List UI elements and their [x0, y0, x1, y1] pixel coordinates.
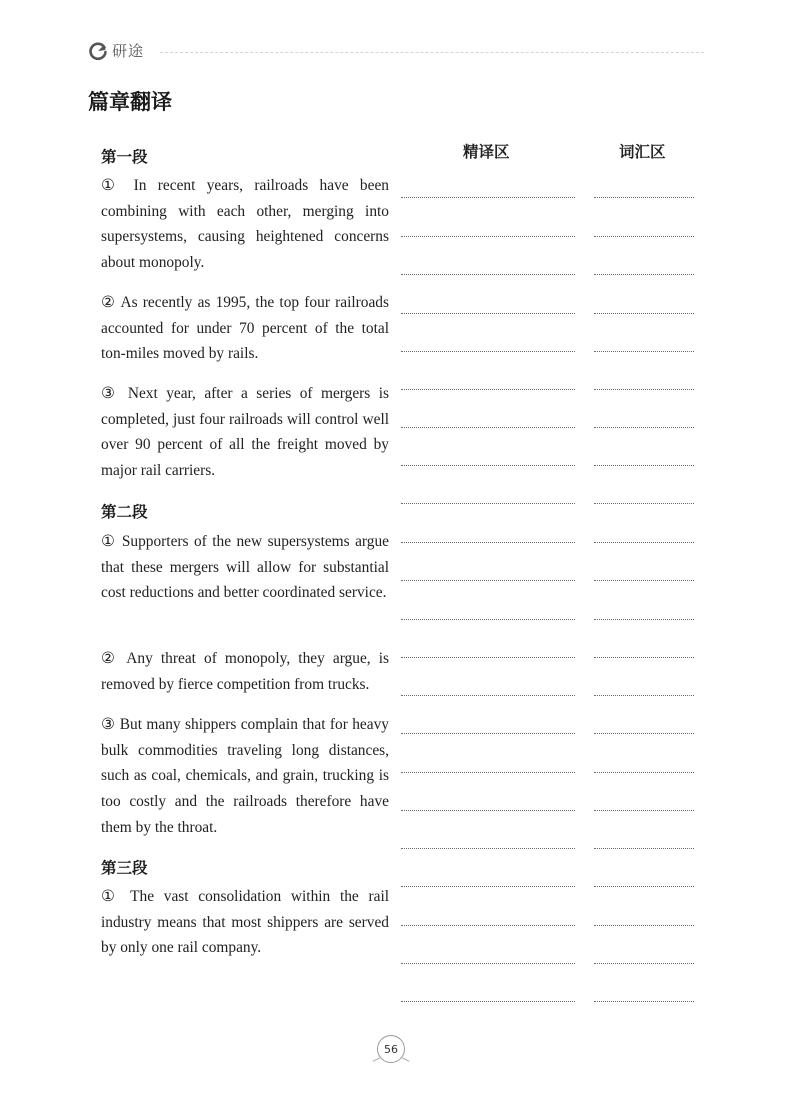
source-paragraph: ② As recently as 1995, the top four railroads accounted for under 70 percent of the total ton-miles moved by rails.	[101, 294, 389, 363]
translation-writing-line[interactable]	[401, 197, 575, 198]
vocabulary-writing-line[interactable]	[594, 772, 694, 773]
vocabulary-writing-line[interactable]	[594, 465, 694, 466]
vocabulary-writing-line[interactable]	[594, 657, 694, 658]
vocabulary-writing-line[interactable]	[594, 963, 694, 964]
translation-writing-line[interactable]	[401, 542, 575, 543]
translation-column-header: 精译区	[463, 143, 510, 161]
translation-writing-line[interactable]	[401, 886, 575, 887]
vocabulary-writing-line[interactable]	[594, 810, 694, 811]
translation-writing-line[interactable]	[401, 657, 575, 658]
vocabulary-writing-line[interactable]	[594, 619, 694, 620]
laurel-right-icon	[401, 1057, 410, 1064]
source-paragraph: ① The vast consolidation within the rail industry means that most shippers are served by only one rail company.	[101, 888, 389, 957]
translation-writing-line[interactable]	[401, 925, 575, 926]
vocabulary-writing-line[interactable]	[594, 313, 694, 314]
vocabulary-writing-line[interactable]	[594, 351, 694, 352]
vocabulary-writing-line[interactable]	[594, 274, 694, 275]
translation-writing-line[interactable]	[401, 313, 575, 314]
translation-writing-line[interactable]	[401, 695, 575, 696]
vocabulary-writing-line[interactable]	[594, 427, 694, 428]
vocabulary-writing-line[interactable]	[594, 1001, 694, 1002]
translation-writing-line[interactable]	[401, 810, 575, 811]
page-number: 56	[384, 1042, 398, 1056]
translation-writing-line[interactable]	[401, 963, 575, 964]
translation-writing-line[interactable]	[401, 427, 575, 428]
translation-writing-line[interactable]	[401, 274, 575, 275]
vocabulary-writing-line[interactable]	[594, 733, 694, 734]
section-heading: 第一段	[101, 148, 148, 166]
translation-writing-line[interactable]	[401, 1001, 575, 1002]
vocabulary-writing-line[interactable]	[594, 542, 694, 543]
vocabulary-writing-line[interactable]	[594, 389, 694, 390]
vocabulary-writing-line[interactable]	[594, 848, 694, 849]
vocabulary-writing-line[interactable]	[594, 580, 694, 581]
section-heading: 第二段	[101, 503, 148, 521]
header-divider	[160, 52, 704, 53]
translation-writing-line[interactable]	[401, 503, 575, 504]
vocabulary-writing-line[interactable]	[594, 925, 694, 926]
vocabulary-column-header: 词汇区	[619, 143, 666, 161]
translation-writing-line[interactable]	[401, 733, 575, 734]
translation-writing-line[interactable]	[401, 772, 575, 773]
translation-writing-line[interactable]	[401, 465, 575, 466]
brand-logo-icon	[88, 41, 108, 61]
translation-writing-line[interactable]	[401, 619, 575, 620]
vocabulary-writing-line[interactable]	[594, 503, 694, 504]
translation-writing-line[interactable]	[401, 848, 575, 849]
vocabulary-writing-line[interactable]	[594, 197, 694, 198]
vocabulary-writing-line[interactable]	[594, 886, 694, 887]
vocabulary-writing-line[interactable]	[594, 236, 694, 237]
source-paragraph: ② Any threat of monopoly, they argue, is removed by fierce competition from trucks.	[101, 650, 389, 693]
source-paragraph: ① In recent years, railroads have been combining with each other, merging into supersystems, causing heightened concerns about monopoly.	[101, 177, 389, 272]
translation-writing-line[interactable]	[401, 389, 575, 390]
vocabulary-writing-line[interactable]	[594, 695, 694, 696]
source-paragraph: ① Supporters of the new supersystems argue that these mergers will allow for substantial cost reductions and better coordinated service.	[101, 533, 389, 602]
page-header	[88, 40, 704, 64]
source-paragraph: ③ Next year, after a series of mergers is completed, just four railroads will control well over 90 percent of all the freight moved by major rail carriers.	[101, 385, 389, 480]
source-paragraph: ③ But many shippers complain that for heavy bulk commodities traveling long distances, such as coal, chemicals, and grain, trucking is too costly and the railroads therefore have them by the throat.	[101, 716, 389, 836]
translation-writing-line[interactable]	[401, 351, 575, 352]
section-heading: 第三段	[101, 859, 148, 877]
translation-writing-line[interactable]	[401, 236, 575, 237]
page-number-badge	[373, 1035, 409, 1065]
translation-writing-line[interactable]	[401, 580, 575, 581]
brand-name: 研途	[112, 42, 145, 60]
page-title: 篇章翻译	[88, 90, 172, 114]
brand-logo	[88, 40, 144, 61]
